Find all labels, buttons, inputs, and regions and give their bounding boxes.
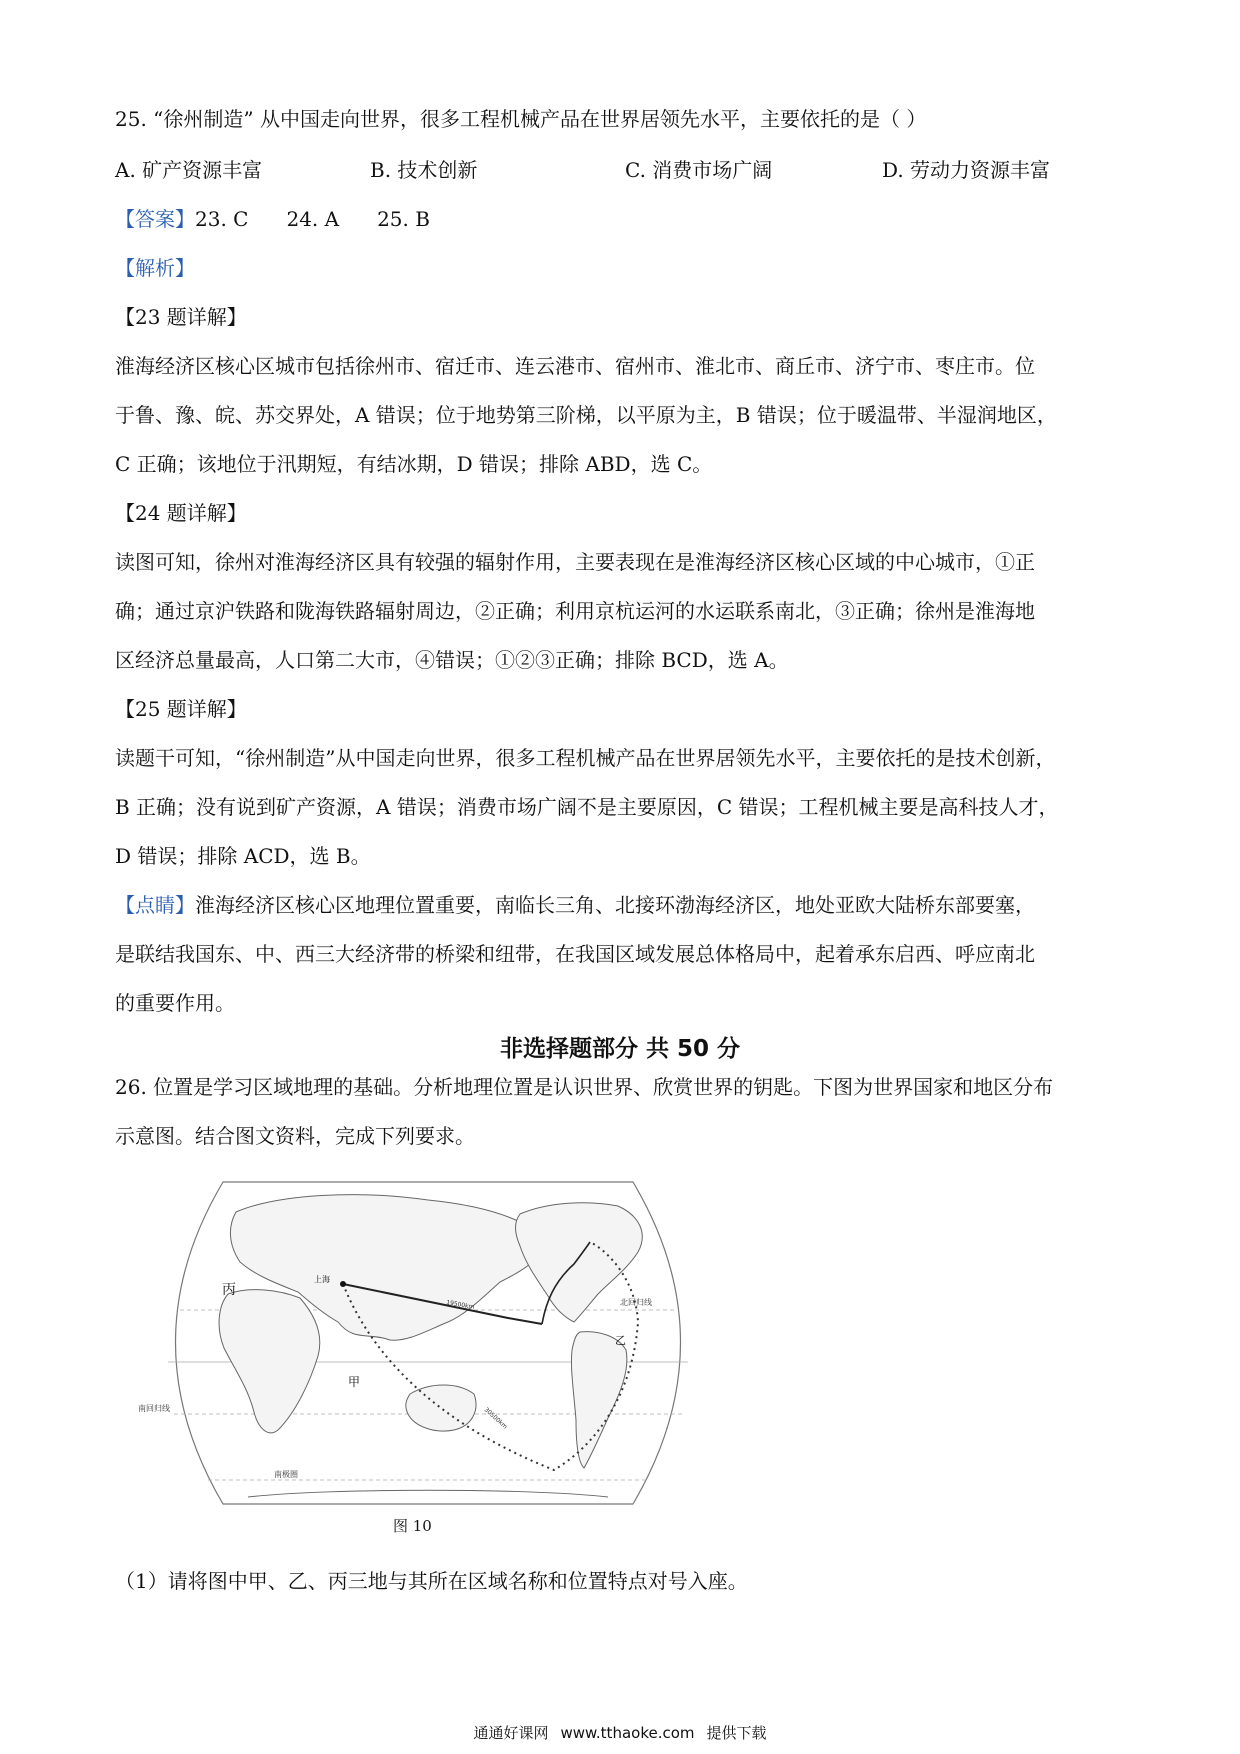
world-map-figure bbox=[128, 1172, 728, 1512]
d23-line-1: 淮海经济区核心区城市包括徐州市、宿迁市、连云港市、宿州市、淮北市、商丘市、济宁市、枣庄市。位 bbox=[115, 354, 1035, 378]
d24-heading: 【24 题详解】 bbox=[115, 501, 247, 525]
analysis-label: 【解析】 bbox=[115, 256, 195, 280]
footer-tail: 提供下载 bbox=[706, 1724, 767, 1742]
map-label-jia: 甲 bbox=[348, 1375, 361, 1389]
map-label-bing: 丙 bbox=[222, 1282, 236, 1298]
d25-line-1: 读题干可知，“徐州制造”从中国走向世界，很多工程机械产品在世界居领先水平，主要依托的是技术创新， bbox=[115, 746, 1056, 770]
answer-row bbox=[115, 206, 1135, 232]
d25-line-3: D 错误；排除 ACD，选 B。 bbox=[115, 844, 371, 868]
q26-sub1: （1）请将图中甲、乙、丙三地与其所在区域名称和位置特点对号入座。 bbox=[115, 1569, 748, 1593]
answer-label: 【答案】 bbox=[115, 207, 195, 231]
world-map-svg bbox=[128, 1172, 728, 1512]
map-label-route1: 19500km bbox=[445, 1299, 475, 1311]
d23-heading: 【23 题详解】 bbox=[115, 305, 247, 329]
map-label-yi: 乙 bbox=[615, 1334, 626, 1347]
map-label-antarctic: 南极圈 bbox=[274, 1470, 298, 1479]
d24-line-1: 读图可知，徐州对淮海经济区具有较强的辐射作用，主要表现在是淮海经济区核心区域的中心城市，①正 bbox=[115, 550, 1035, 574]
q26-line-1: 26. 位置是学习区域地理的基础。分析地理位置是认识世界、欣赏世界的钥匙。下图为世界国家和地区分布 bbox=[115, 1075, 1054, 1099]
answer-23: 23. C bbox=[195, 207, 249, 231]
q25-option-a: A. 矿产资源丰富 bbox=[115, 158, 263, 182]
figure-caption: 图 10 bbox=[393, 1517, 432, 1535]
note-text-1: 淮海经济区核心区地理位置重要，南临长三角、北接环渤海经济区，地处亚欧大陆桥东部要塞， bbox=[195, 893, 1035, 917]
note-label: 【点睛】 bbox=[115, 893, 195, 917]
map-label-shanghai: 上海 bbox=[314, 1275, 330, 1284]
d23-line-3: C 正确；该地位于汛期短，有结冰期，D 错误；排除 ABD，选 C。 bbox=[115, 452, 713, 476]
q25-stem: 25. “徐州制造” 从中国走向世界，很多工程机械产品在世界居领先水平，主要依托的是（ ） bbox=[115, 107, 927, 131]
d24-line-3: 区经济总量最高，人口第二大市，④错误；①②③正确；排除 BCD，选 A。 bbox=[115, 648, 789, 672]
section-title: 非选择题部分 共 50 分 bbox=[499, 1036, 741, 1062]
d25-heading: 【25 题详解】 bbox=[115, 697, 247, 721]
q25-option-d: D. 劳动力资源丰富 bbox=[882, 158, 1051, 182]
d23-line-2: 于鲁、豫、皖、苏交界处，A 错误；位于地势第三阶梯，以平原为主，B 错误；位于暖温带、半湿润地区， bbox=[115, 403, 1057, 427]
q25-option-b: B. 技术创新 bbox=[370, 158, 478, 182]
q25-option-c: C. 消费市场广阔 bbox=[625, 158, 773, 182]
note-line-1 bbox=[115, 892, 1135, 918]
footer-url[interactable]: www.tthaoke.com bbox=[560, 1724, 695, 1742]
note-line-2: 是联结我国东、中、西三大经济带的桥梁和纽带，在我国区域发展总体格局中，起着承东启西、呼应南北 bbox=[115, 942, 1035, 966]
map-label-south-tropic: 南回归线 bbox=[138, 1404, 170, 1413]
note-line-3: 的重要作用。 bbox=[115, 991, 235, 1015]
footer-site: 通通好课网 bbox=[473, 1724, 549, 1742]
map-label-route2: 30500km bbox=[482, 1406, 509, 1431]
d25-line-2: B 正确；没有说到矿产资源，A 错误；消费市场广阔不是主要原因，C 错误；工程机械主要是高科技人才， bbox=[115, 795, 1059, 819]
q26-line-2: 示意图。结合图文资料，完成下列要求。 bbox=[115, 1124, 475, 1148]
answer-24: 24. A bbox=[286, 207, 340, 231]
d24-line-2: 确；通过京沪铁路和陇海铁路辐射周边，②正确；利用京杭运河的水运联系南北，③正确；徐州是淮海地 bbox=[115, 599, 1035, 623]
answer-25: 25. B bbox=[377, 207, 430, 231]
footer bbox=[0, 1722, 1240, 1743]
map-label-north-tropic: 北回归线 bbox=[620, 1298, 652, 1307]
